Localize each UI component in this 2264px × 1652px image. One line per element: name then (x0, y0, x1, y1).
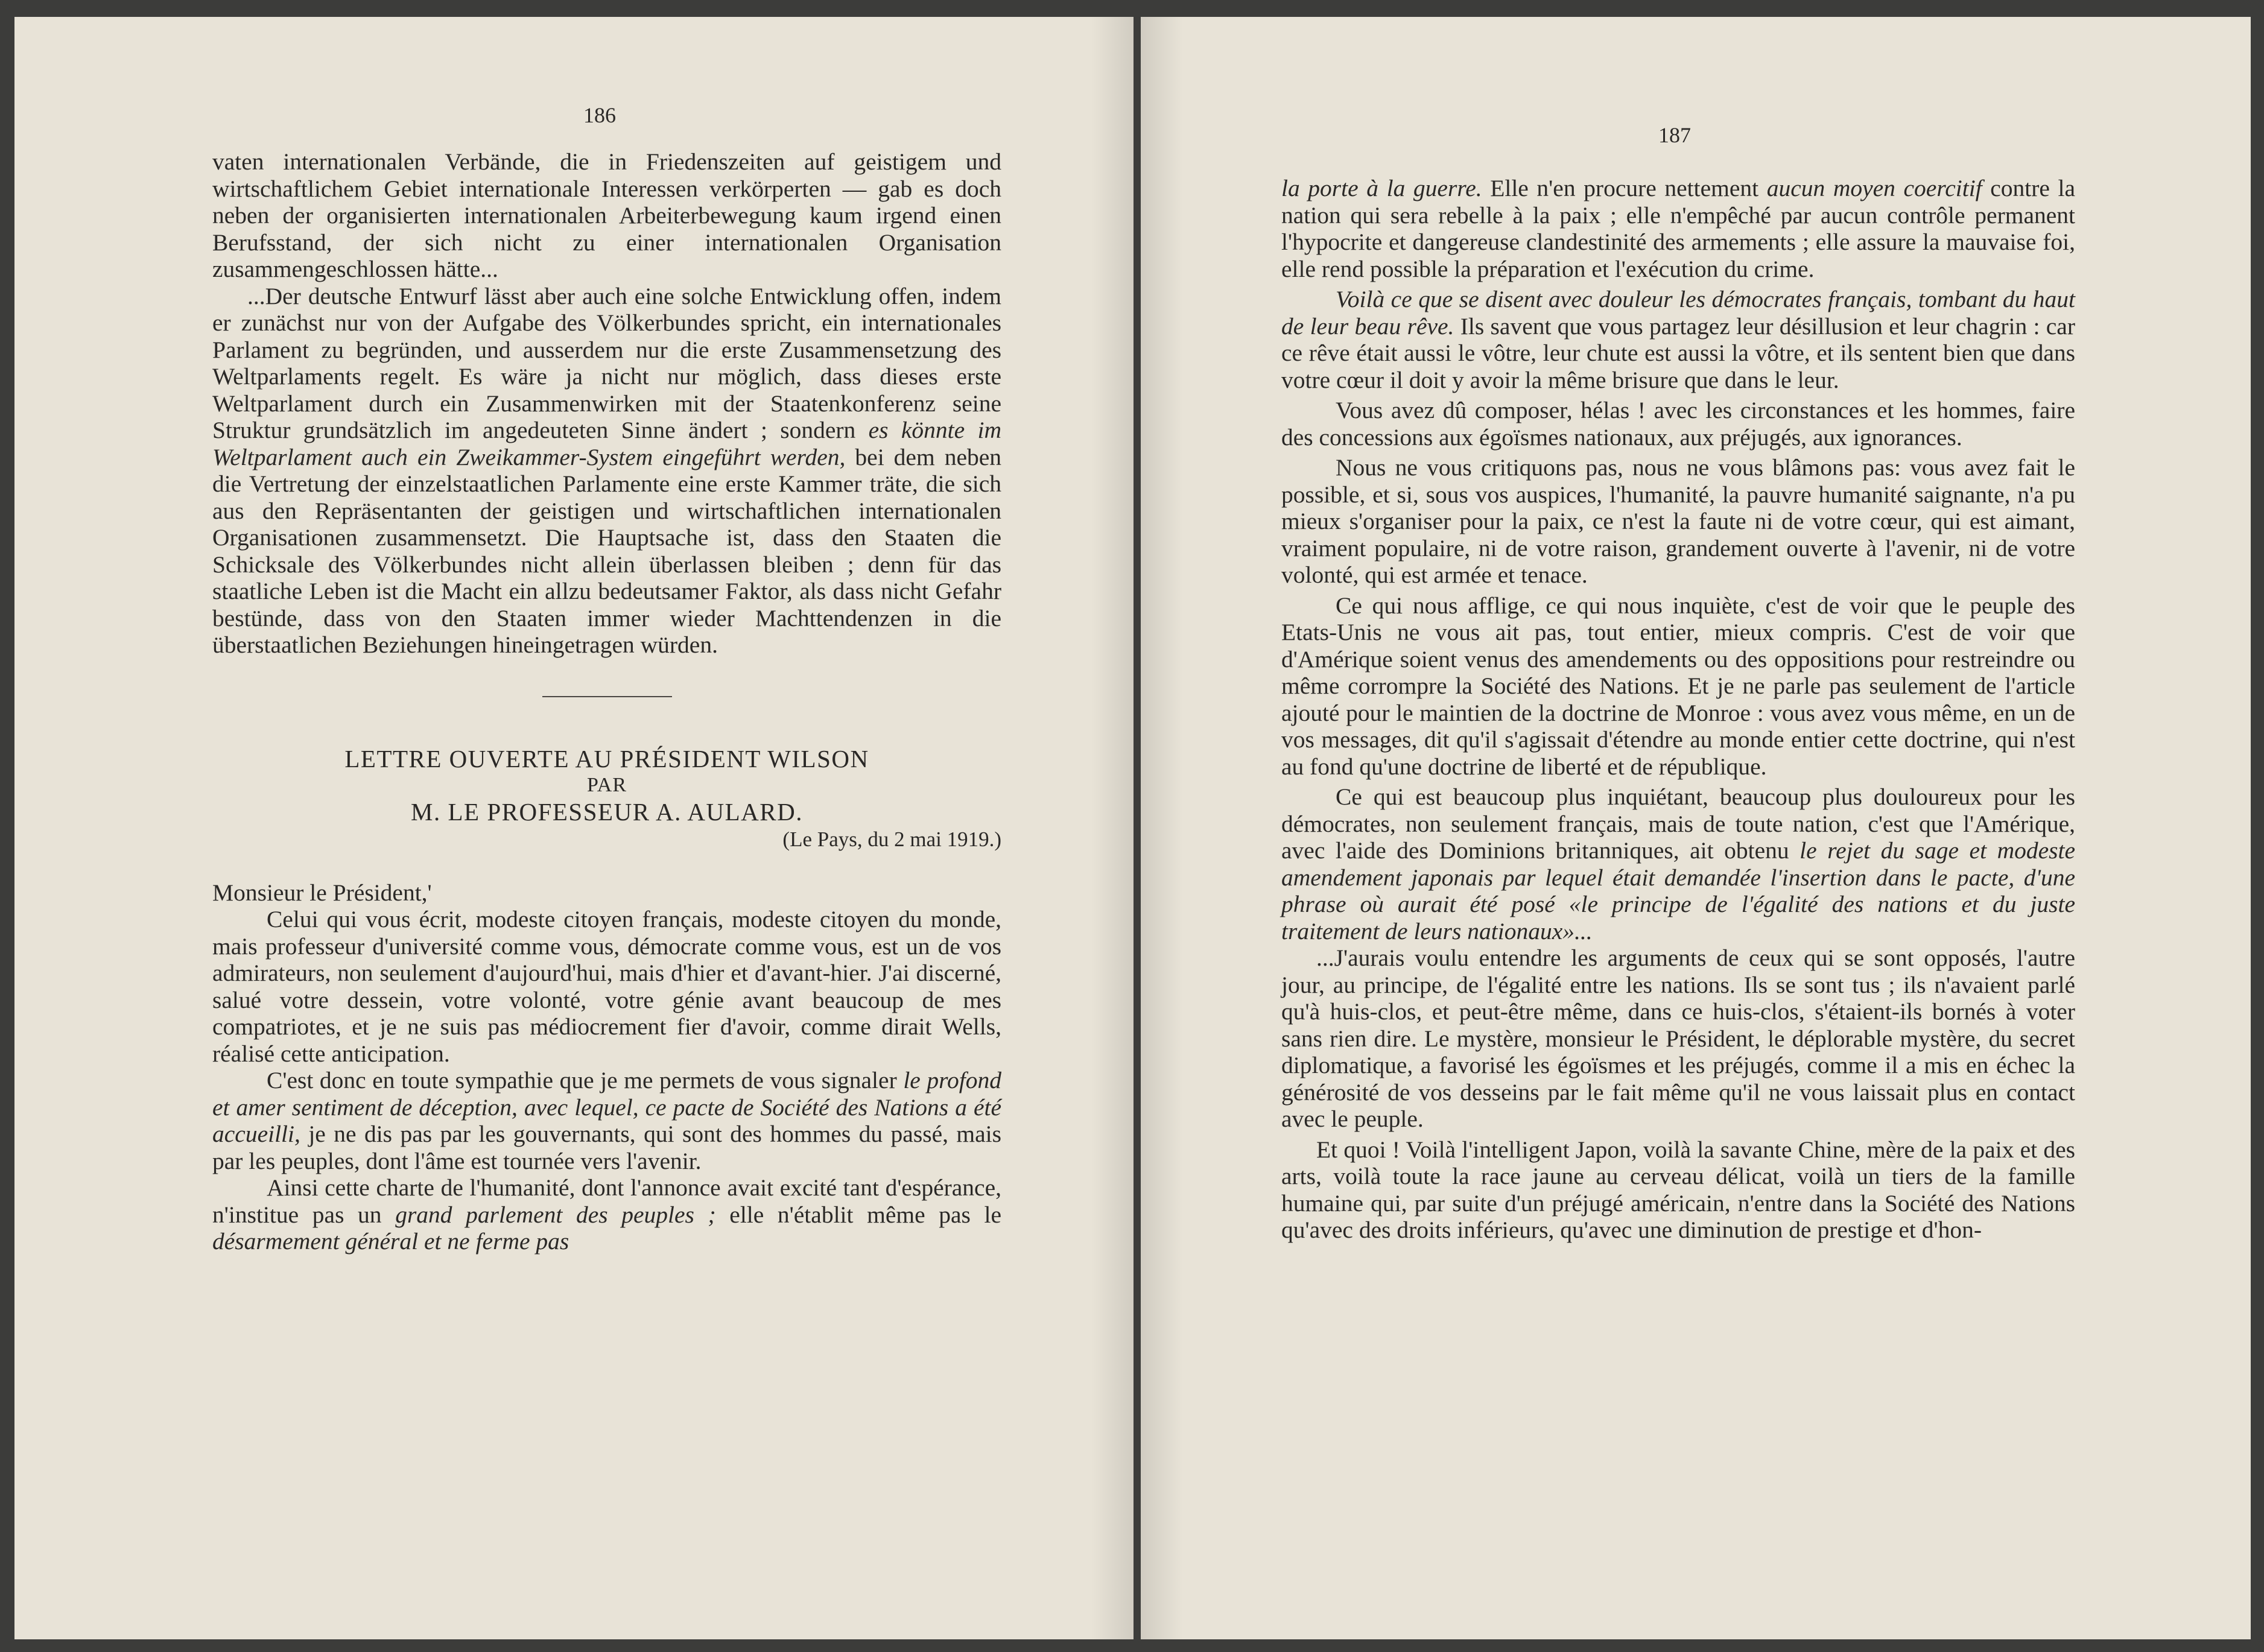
emphasis: es könnte im Weltparlament auch ein Zweikammer-System eingeführt werden, (212, 417, 1001, 470)
emphasis: aucun moyen coercitif (1766, 175, 1982, 201)
source-citation: (Le Pays, du 2 mai 1919.) (782, 827, 1001, 851)
paragraph: Et quoi ! Voilà l'intelligent Japon, voilà la savante Chine, mère de la paix et des arts, voilà toute la race jaune au cerveau délicat, voilà un tiers de la famille humaine qui, par suite d'un préjugé américain, n'entre dans la Société des Nations qu'avec des droits inférieurs, qu'avec une diminution de prestige et d'hon- (1281, 1136, 2075, 1243)
text-run: Ils savent que vous partagez leur désillusion et leur chagrin : car ce rêve était aussi le vôtre, leur chute est aussi la vôtre, et ils sentent bien que dans votre cœur il doit y avoir la même brisure que dans le leur. (1281, 312, 2075, 393)
page-number: 187 (1658, 123, 1691, 147)
text-column (212, 148, 1001, 1255)
paragraph: vaten internationalen Verbände, die in Friedenszeiten auf geistigem und wirtschaftlichem Gebiet internationale Interessen verkörperten — gab es doch neben der organisierten internationalen Arbeiterbewegung kaum irgend einen Berufsstand, der sich nicht zu einer internationalen Organisation zusammengeschlossen hätte... (212, 148, 1001, 282)
paragraph (1281, 783, 2075, 945)
paragraph (212, 283, 1001, 659)
left-page (14, 17, 1134, 1639)
text-run: Elle n'en procure nettement (1490, 175, 1759, 201)
text-run: ...Der deutsche Entwurf lässt aber auch eine solche Entwicklung offen, indem er zunächst nur von der Aufgabe des Völkerbundes spricht, ein internationales Parlament zu begründen, und ausserdem nur die erste Zusammensetzung des Weltparlaments regelt. Es wäre ja nicht nur möglich, dass dieses erste Weltparlament durch ein Zusammenwirken mit der Staatenkonferenz seine Struktur grundsätzlich im angedeuteten Sinne ändert ; sondern (212, 282, 1001, 443)
section-divider (542, 696, 672, 697)
text-run: Ce qui est beaucoup plus inquiétant, beaucoup plus douloureux pour les démocrates, non seulement français, mais de toute nation, c'est que l'Amérique, avec l'aide des Dominions britanniques, ait obtenu (1281, 783, 2075, 864)
right-page (1141, 17, 2251, 1639)
emphasis: Voilà ce que se disent avec douleur les démocrates français, tombant du haut de leur beau rêve. (1281, 286, 2075, 340)
paragraph: Nous ne vous critiquons pas, nous ne vous blâmons pas: vous avez fait le possible, et si, sous vos auspices, l'humanité, la pauvre humanité saignante, n'a pu mieux s'organiser pour la paix, ce n'est la faute ni de votre cœur, qui est aimant, vraiment populaire, ni de votre raison, grandement ouverte à l'avenir, ni de votre volonté, qui est armée et tenace. (1281, 454, 2075, 588)
heading-par: PAR (586, 773, 627, 796)
text-run: je ne dis pas par les gouvernants, qui sont des hommes du passé, mais par les peuples, dont l'âme est tournée vers l'avenir. (212, 1121, 1002, 1174)
paragraph (212, 1174, 1001, 1255)
text-run: elle n'établit même pas le (729, 1201, 1002, 1228)
letter-author: M. LE PROFESSEUR A. AULARD. (411, 797, 803, 826)
text-run: C'est donc en toute sympathie que je me permets de vous signaler (267, 1067, 897, 1093)
emphasis: le rejet du sage et modeste amendement japonais par lequel était demandée l'insertion dans le pacte, d'une phrase où aurait été posé «le principe de l'égalité des nations et du juste traitement de leurs nationaux»... (1281, 837, 2076, 945)
page-number: 186 (583, 103, 616, 127)
paragraph (1281, 175, 2075, 282)
gutter-shadow (1141, 17, 1183, 1639)
paragraph: Ce qui nous afflige, ce qui nous inquiète, c'est de voir que le peuple des Etats-Unis ne vous ait pas, tout entier, mieux compris. C'est de voir que d'Amérique soient venus des amendements ou des oppositions pour restreindre ou même corrompre la Société des Nations. Et je ne parle pas seulement de l'article ajouté pour le maintien de la doctrine de Monroe : vous avez vous même, en un de vos messages, dit qu'il s'agissait d'étendre au monde entier cette doctrine, qui n'est au fond qu'une doctrine de liberté et de république. (1281, 592, 2075, 780)
emphasis: grand parlement des peuples ; (395, 1201, 716, 1228)
paragraph: Vous avez dû composer, hélas ! avec les circonstances et les hommes, faire des concessions aux égoïsmes nationaux, aux préjugés, aux ignorances. (1281, 397, 2075, 451)
paragraph: Celui qui vous écrit, modeste citoyen français, modeste citoyen du monde, mais professeur d'université comme vous, démocrate comme vous, est un de vos admirateurs, non seulement d'aujourd'hui, mais d'hier et d'avant-hier. J'ai discerné, salué votre dessein, votre volonté, votre génie avant beaucoup de mes compatriotes, et je ne suis pas médiocrement fier d'avoir, comme dirait Wells, réalisé cette anticipation. (212, 906, 1001, 1067)
emphasis: la porte à la guerre. (1281, 175, 1482, 201)
text-column (1281, 175, 2075, 1244)
emphasis: désarmement général et ne ferme pas (212, 1228, 569, 1255)
paragraph: ...J'aurais voulu entendre les arguments de ceux qui se sont opposés, l'autre jour, au principe, de l'égalité entre les nations. Ils se sont tus ; ils n'avaient parlé qu'à huis-clos, et peut-être même, dans ce huis-clos, s'étaient-ils bornés à voter sans rien dire. Le mystère, monsieur le Président, le déplorable mystère, du secret diplomatique, a favorisé les égoïsmes et les préjugés, comme il a mis en échec la générosité de vos desseins par le fait même qu'il ne vous laissait plus en contact avec le peuple. (1281, 945, 2075, 1132)
salutation: Monsieur le Président,' (212, 879, 432, 906)
text-run: Ainsi cette charte de l'humanité, dont l'annonce avait excité tant d'espérance, n'institue pas un (212, 1174, 1001, 1228)
paragraph (212, 1067, 1001, 1174)
text-run: bei dem neben die Vertretung der einzelstaatlichen Parlamente eine erste Kammer träte, die sich aus den Repräsentanten der geistigen und wirtschaftlichen internationalen Organisationen zusammensetzt. Die Hauptsache ist, dass den Staaten die Schicksale des Völkerbundes nicht allein überlassen bleiben ; denn für das staatliche Leben ist die Macht ein allzu bedeutsamer Faktor, als dass nicht Gefahr bestünde, dass von den Staaten immer wieder Machttendenzen in die überstaatlichen Beziehungen hineingetragen würden. (212, 443, 1002, 658)
text-run: contre la nation qui sera rebelle à la paix ; elle n'empêché par aucun contrôle permanent l'hypocrite et dangereuse clandestinité des armements ; elle assure la mauvaise foi, elle rend possible la préparation et l'exécution du crime. (1281, 175, 2076, 282)
paragraph (1281, 286, 2075, 393)
gutter-shadow (1091, 17, 1134, 1639)
letter-heading: LETTRE OUVERTE AU PRÉSIDENT WILSON (344, 744, 869, 773)
emphasis: le profond et amer sentiment de déception, avec lequel, ce pacte de Société des Nations a été accueilli, (212, 1067, 1002, 1147)
